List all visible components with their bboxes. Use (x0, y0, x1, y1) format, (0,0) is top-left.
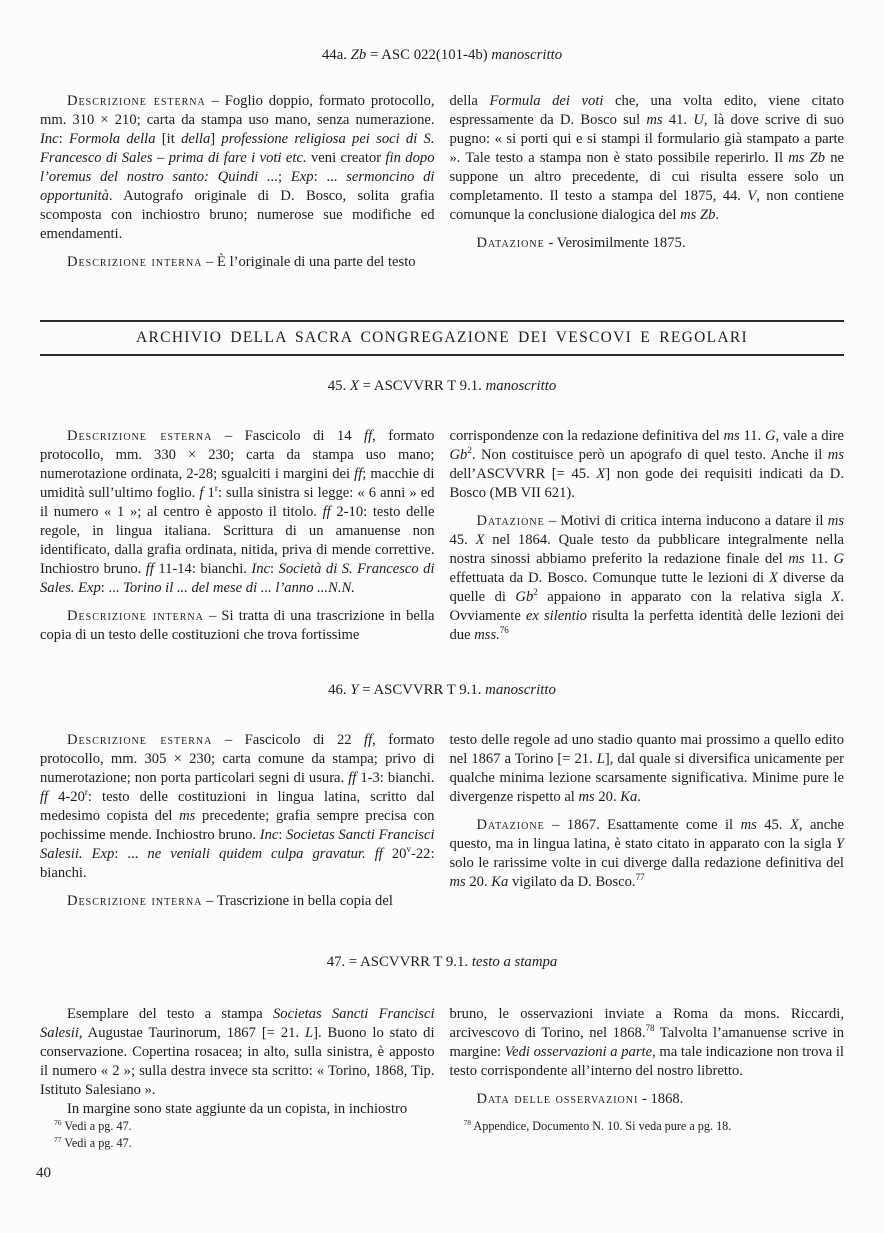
entry-47-columns (40, 1005, 844, 1119)
paragraph-continuation: della Formula dei voti che, una volta edito, viene citato espressamente da D. Bosco sul ms 41. U, là dove scrive di suo pugno: « si porti qui e si stampi il formulario già stampato a parte ». Tale testo a stampa non è stato possibile reperirlo. Il ms Zb ne suppone un altro precedente, di cui risulta essere solo un completamento. Il testo a stampa del 1875, 44. V, non contiene comunque la conclusione dialogica del ms Zb. (449, 93, 845, 223)
footnote-76: $^{76}$ Vedi a pg. 47. (54, 1117, 132, 1133)
paragraph-esemplare: Esemplare del testo a stampa Societas Sancti Francisci Salesii, Augustae Taurinorum, 1867 [= 21. L]. Buono lo stato di conservazione. Copertina rosacea; in alto, sulla sinistra, è apposto il numero « 2 »; sulla destra invece sta scritto: « Torino, 1868, Tip. Istituto Salesiano ». (40, 1006, 435, 1098)
paragraph-datazione: Datazione – Motivi di critica interna inducono a datare il ms 45. X nel 1864. Quale testo da pubblicare integralmente nella nostra sinossi abbiamo preferito la redazione finale del ms 11. G effettuata da D. Bosco. Comunque tutte le lezioni di X diverse da quelle di Gb$^2$ appaiono in apparato con la relativa sigla X. Ovviamente ex silentio risulta la perfetta identità delle lezioni dei due mss.$^{76}$ (449, 513, 845, 643)
paragraph-descrizione-esterna: Descrizione esterna – Fascicolo di 22 ff, formato protocollo, mm. 305 × 230; carta comune da stampa; privo di numerotazione; non porta particolari segni di usura. ff 1-3: bianchi. ff 4-20$^r$: testo delle costituzioni in lingua latina, scritto dal medesimo copista del ms precedente; grafia sempre precisa con pochissime mende. Inchiostro bruno. Inc: Societas Sancti Francisci Salesii. Exp: ... ne veniali quidem culpa gravatur. ff 20$^v$-22: bianchi. (40, 732, 435, 881)
entry-46-heading: 46. Y = ASCVVRR T 9.1. manoscritto (328, 682, 556, 698)
footnote-77: $^{77}$ Vedi a pg. 47. (54, 1134, 132, 1150)
entry-47-right-column (450, 1005, 845, 1119)
paragraph-datazione: Datazione - Verosimilmente 1875. (476, 235, 686, 251)
paragraph-descrizione-esterna: Descrizione esterna – Fascicolo di 14 ff, formato protocollo, mm. 330 × 230; carta da stampa uso mano; numerotazione ordinata, 2-28; sgualciti i margini dei ff; macchie di umidità sull’ultimo foglio. f 1$^r$: sulla sinistra si legge: « 6 anni » ed il numero « 1 »; al centro è apposto il titolo. ff 2-10: testo delle regole, in lingua italiana. Scrittura di un amanuense non identificato, dalla grafia ordinata, nitida, priva di mende correttive. Inchiostro bruno. ff 11-14: bianchi. Inc: Società di S. Francesco di Sales. Exp: ... Torino il ... del mese di ... l’anno ...N.N. (40, 428, 435, 596)
entry-46-right-column (450, 731, 845, 911)
paragraph-continuation: corrispondenze con la redazione definitiva del ms 11. G, vale a dire Gb$^2$. Non costituisce però un apografo di quel testo. Anche il ms dell’ASCVVRR [= 45. X] non gode dei requisiti indicati da D. Bosco (MB VII 621). (449, 428, 844, 501)
footnotes-left-column (40, 1118, 435, 1151)
entry-47-left-column (40, 1005, 435, 1119)
entry-47-heading: 47. = ASCVVRR T 9.1. testo a stampa (326, 954, 558, 970)
paragraph-in-margine: In margine sono state aggiunte da un copista, in inchiostro (67, 1101, 408, 1117)
footnote-78: $^{78}$ Appendice, Documento N. 10. Si veda pure a pg. 18. (463, 1117, 732, 1133)
paragraph-descrizione-esterna: Descrizione esterna – Foglio doppio, formato protocollo, mm. 310 × 210; carta da stampa uso mano, senza numerazione. Inc: Formola della [it della] professione religiosa pei soci di S. Francesco di Sales – prima di fare i voti etc. veni creator fin dopo l’oremus del nostro santo: Quindi ...; Exp: ... sermoncino di opportunità. Autografo originale di D. Bosco, solita grafia scomposta con inchiostro bruno; numerose sue modifiche ed emendamenti. (40, 93, 435, 242)
entry-45-columns (40, 427, 844, 645)
page-number: 40 (36, 1165, 51, 1181)
page-content (0, 46, 884, 1119)
entry-44a-right-column (450, 92, 845, 272)
paragraph-datazione: Datazione – 1867. Esattamente come il ms 45. X, anche questo, ma in lingua latina, è stato citato in apparato con la sigla Y solo le rarissime volte in cui diverge dalla redazione definitiva del ms 20. Ka vigilato da D. Bosco.$^{77}$ (449, 817, 844, 890)
footnotes-right-column (450, 1118, 845, 1151)
paragraph-descrizione-interna: Descrizione interna – Si tratta di una trascrizione in bella copia di un testo delle costituzioni che trova fortissime (40, 608, 435, 643)
entry-44a-columns (40, 92, 844, 272)
paragraph-descrizione-interna: Descrizione interna – Trascrizione in bella copia del (67, 893, 393, 909)
footnotes-columns (40, 1118, 844, 1151)
footnotes (40, 1118, 844, 1151)
paragraph-continuation: bruno, le osservazioni inviate a Roma da mons. Riccardi, arcivescovo di Torino, nel 1868.78 Talvolta l’amanuense scrive in margine: Vedi osservazioni a parte, ma tale indicazione non trova il testo corrispondente all’interno del nostro libretto. (449, 1006, 844, 1079)
entry-44a-left-column (40, 92, 435, 272)
entry-45-heading: 45. X = ASCVVRR T 9.1. manoscritto (327, 378, 557, 394)
entry-45-right-column (450, 427, 845, 645)
entry-46-left-column (40, 731, 435, 911)
paragraph-descrizione-interna: Descrizione interna – È l’originale di una parte del testo (67, 254, 416, 270)
paragraph-continuation: testo delle regole ad uno stadio quanto mai prossimo a quello edito nel 1867 a Torino [= 21. L], dal quale si diversifica unicamente per qualche minima lezione scarsamente significativa. Minime pure le divergenze rispetto al ms 20. Ka. (449, 732, 844, 805)
section-banner: ARCHIVIO DELLA SACRA CONGREGAZIONE DEI VESCOVI E REGOLARI (40, 320, 844, 356)
entry-44a-heading: 44a. Zb = ASC 022(101-4b) manoscritto (321, 47, 563, 63)
entry-45-left-column (40, 427, 435, 645)
entry-46-columns (40, 731, 844, 911)
paragraph-data-osservazioni: Data delle osservazioni - 1868. (476, 1091, 684, 1107)
